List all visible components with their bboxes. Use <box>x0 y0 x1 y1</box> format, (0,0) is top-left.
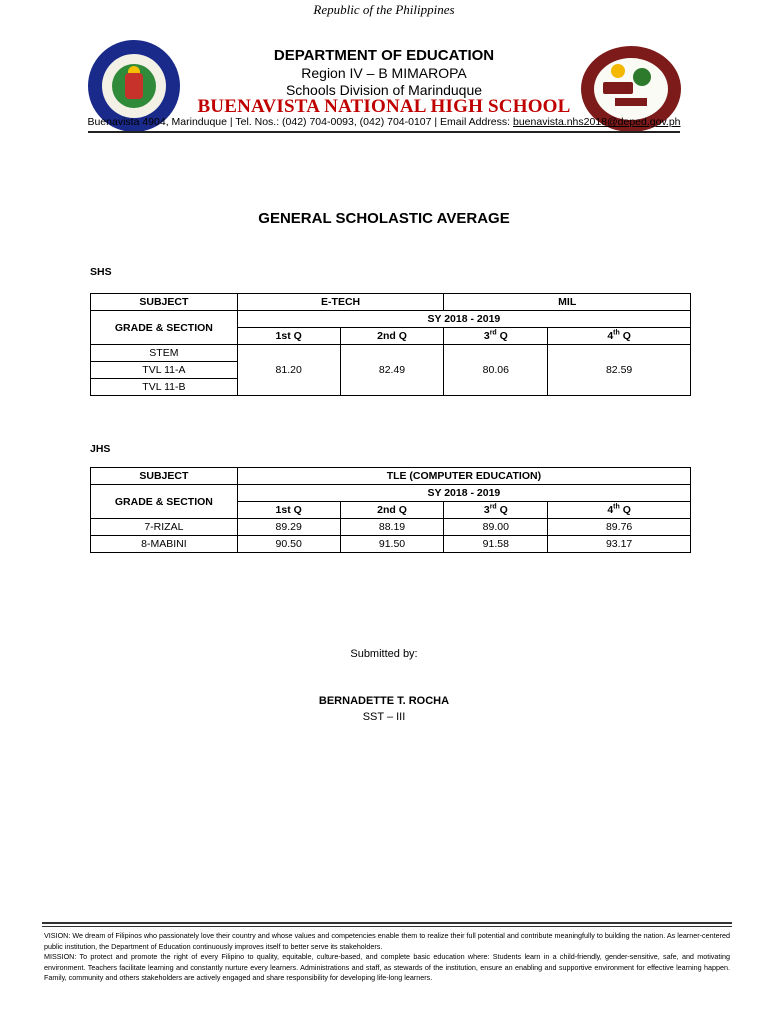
q4-header: 4th Q <box>548 328 691 345</box>
contact-line <box>0 116 768 128</box>
submitted-by-label: Submitted by: <box>350 648 418 660</box>
school-year: SY 2018 - 2019 <box>237 311 690 328</box>
division-name: Schools Division of Marinduque <box>285 82 483 98</box>
q2-header: 2nd Q <box>340 502 444 519</box>
shs-q1-value: 81.20 <box>237 345 340 396</box>
q3-header: 3rd Q <box>444 328 548 345</box>
department-name: DEPARTMENT OF EDUCATION <box>273 47 495 64</box>
q2-cell: 91.50 <box>340 536 444 553</box>
shs-q4-value: 82.59 <box>548 345 691 396</box>
footer-vision-mission <box>44 931 730 984</box>
region-name: Region IV – B MIMAROPA <box>301 65 467 81</box>
page-title: GENERAL SCHOLASTIC AVERAGE <box>258 210 510 227</box>
footer-divider-thick <box>42 922 732 924</box>
q2-header: 2nd Q <box>340 328 444 345</box>
subject-tle: TLE (COMPUTER EDUCATION) <box>237 468 690 485</box>
subject-mil: MIL <box>444 294 691 311</box>
q4-header: 4th Q <box>548 502 691 519</box>
republic-line: Republic of the Philippines <box>313 2 455 17</box>
shs-label: SHS <box>90 266 112 278</box>
shs-q3-value: 80.06 <box>444 345 548 396</box>
section-cell: 7-RIZAL <box>91 519 238 536</box>
table-row <box>91 519 691 536</box>
section-cell: 8-MABINI <box>91 536 238 553</box>
q1-cell: 90.50 <box>237 536 340 553</box>
signer-position: SST – III <box>362 711 406 723</box>
grade-section-header: GRADE & SECTION <box>91 485 238 519</box>
school-year: SY 2018 - 2019 <box>237 485 690 502</box>
vision-text: VISION: We dream of Filipinos who passionately love their country and whose values and competencies enable them to realize their full potential and contribute meaningfully to building the nation. As learner-centered public institution, the Department of Education continuously improves itself to better serve its stakeholders. <box>44 931 730 951</box>
subject-header: SUBJECT <box>91 468 238 485</box>
email-link[interactable]: buenavista.nhs2018@deped.gov.ph <box>513 116 681 128</box>
subject-etech: E-TECH <box>237 294 444 311</box>
shs-q2-value: 82.49 <box>340 345 444 396</box>
grade-section-header: GRADE & SECTION <box>91 311 238 345</box>
q4-cell: 93.17 <box>548 536 691 553</box>
q1-header: 1st Q <box>237 502 340 519</box>
table-row <box>91 536 691 553</box>
section-stem: STEM <box>91 345 238 362</box>
footer-divider-thin <box>42 926 732 927</box>
mission-text: MISSION: To protect and promote the right of every Filipino to quality, equitable, culture-based, and complete basic education where: Students learn in a child-friendly, gender-sensitive, safe, and motivating environment. Teachers facilitate learning and constantly nurture every learners. Administrations and staff, as stewards of the institution, ensure an enabling and supportive environment for effective learning happen. Family, community and others stakeholders are actively engaged and share responsibility for developing life-long learners. <box>44 952 730 983</box>
q2-cell: 88.19 <box>340 519 444 536</box>
jhs-label: JHS <box>90 443 111 455</box>
signer-name: BERNADETTE T. ROCHA <box>318 695 450 707</box>
jhs-table <box>90 467 691 553</box>
subject-header: SUBJECT <box>91 294 238 311</box>
header-divider <box>88 131 680 133</box>
section-tvl-11b: TVL 11-B <box>91 379 238 396</box>
section-tvl-11a: TVL 11-A <box>91 362 238 379</box>
q3-header: 3rd Q <box>444 502 548 519</box>
school-name: BUENAVISTA NATIONAL HIGH SCHOOL <box>197 96 571 117</box>
q3-cell: 89.00 <box>444 519 548 536</box>
q4-cell: 89.76 <box>548 519 691 536</box>
shs-table <box>90 293 691 396</box>
address-text: Buenavista 4904, Marinduque | Tel. Nos.: (042) 704-0093, (042) 704-0107 | Email Address: <box>87 116 513 128</box>
q3-cell: 91.58 <box>444 536 548 553</box>
q1-header: 1st Q <box>237 328 340 345</box>
q1-cell: 89.29 <box>237 519 340 536</box>
